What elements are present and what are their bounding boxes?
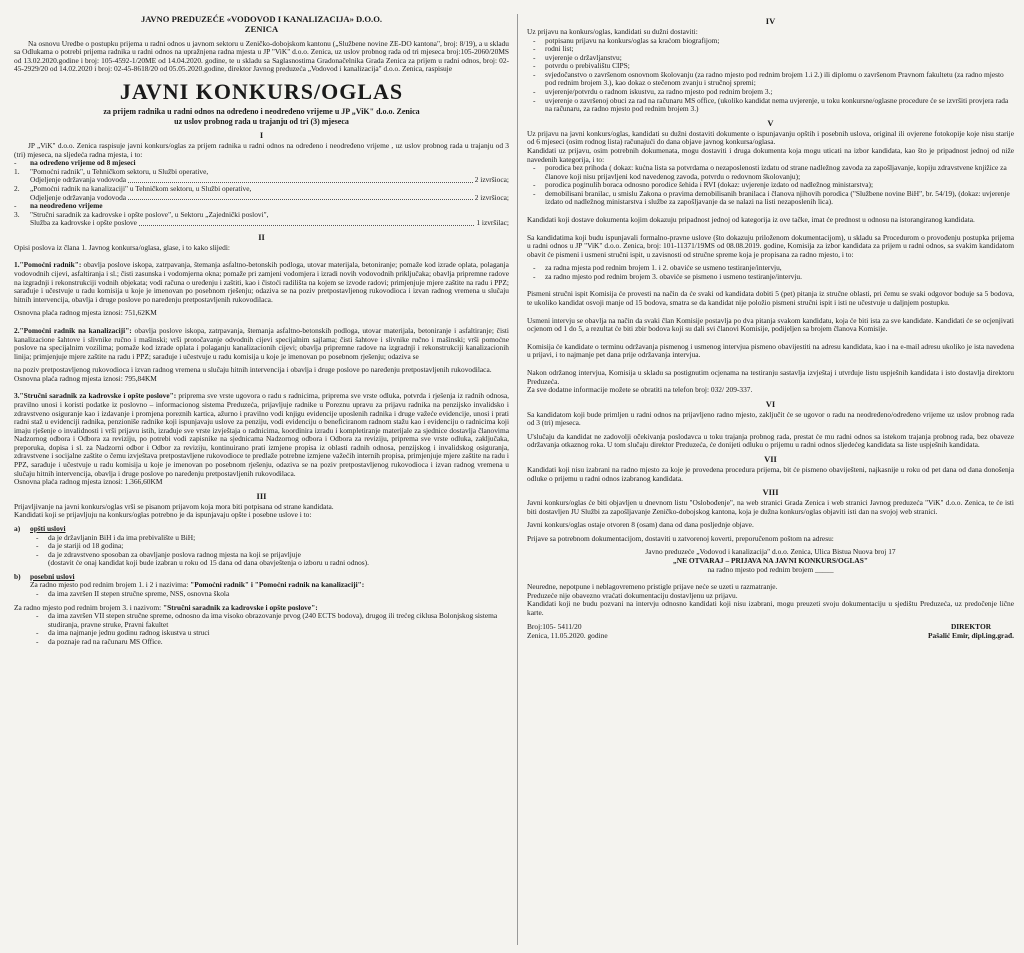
section-5-p3: Kandidati koji dostave dokumenta kojim dokazuju pripadnost jednoj od kategorija iz ove tačke, imat će prednost u odnosu na istorangiranog kandidata. [527,214,975,224]
section-1-intro: JP „ViK" d.o.o. Zenica raspisuje javni konkurs/oglas za prijem radnika u radni odnos na određeno i neodređeno vrijeme , uz uslov probnog rada u trajanju od 3 (tri) mjeseca, na sljedeća radna mjesta, i to: [14,141,509,159]
list-item: - rodni list; [545,45,1014,54]
column-divider [517,14,518,945]
section-5-p2: Kandidati uz prijavu, osim potrebnih dokumenata, mogu dostaviti i druga dokumenta koja mogu uticati na izbor kandidata, kao što je pripadnost jednoj od niže navedenih kategorija, i to: [527,145,1014,164]
address-line-1: Javno preduzeće „Vodovod i kanalizacija" d.o.o. Zenica, Ulica Bistua Nuova broj 17 [645,547,896,557]
address-line-3: na radno mjesto pod rednim brojem _____ [707,564,834,574]
section-8-p5: Preduzeće nije obavezno vraćati dokumentaciju dostavljenu uz prijavu. [527,590,738,600]
section-1-heading: I [259,130,264,141]
list-item: - demobilisani branilac, u smislu Zakona o pravima demobilisanih branilaca i članova njihovih porodica ("Službene novine BiH", br. 54/19), (dokaz: uvjerenje izdato od nadležnog ministarstva i službe za zapošljavanje da se nalazi na listi nezaposlenih lica). [545,190,1014,207]
section-5-p5: Pismeni stručni ispit Komisija će provesti na način da će svaki od kandidata dobiti 5 (pet) pitanja iz stručne oblasti, pri čemu se svaki odgovor boduje sa 5 bodova, te ukoliko kandidat osvoji manje od 15 bodova, smatra se da kandidat nije položio pismeni stručni ispit i isti ne učestvuje u daljnjem postupku. [527,289,1014,308]
list-item: - da ima završen II stepen stručne spreme, NSS, osnovna škola [48,590,509,599]
section-8-p3: Prijave sa potrebnom dokumentacijom, dostaviti u zatvorenoj koverti, preporučenom poštom na adresu: [527,533,834,543]
address-line-2: „NE OTVARAJ – PRIJAVA NA JAVNI KONKURS/OGLAS" [673,556,868,566]
list-item: - da je stariji od 18 godina; [48,542,509,551]
signature-block [527,623,1014,641]
section-4-intro: Uz prijavu na konkurs/oglas, kandidati su dužni dostaviti: [527,27,698,36]
left-column: JAVNO PREDUZEĆE «VODOVOD I KANALIZACIJA» D.O.O. ZENICA Na osnovu Uredbe o postupku prijema u radni odnos u javnom sektoru u Zeničko-dobojskom kantonu („Službene novine ZE-DO kantona", broj: 8/19), a u skladu sa Odlukama o potrebi prijema radnika u radni odnos na upražnjena radna mjesta u JP "ViK" d.o.o. Zenica, uz uslov probnog rada od tri mjeseca broj:105-2060/20MS od 13.02.2020.godine i broj: 105-4592-1/20ME od 14.04.2020. godine, te u skladu sa Saglasnostima Gradonačelnika Grada Zenica za prijem u radni odnos, broj: 02-45-2929/20 od 14.02.2020 i broj: 02-45-8618/20 od 05.05.2020.godine, direktor Javnog preduzeća „Vodovod i kanalizacija" d.o.o. Zenica, raspisuje JAVNI KONKURS/OGLAS za prijem radnika u radni odnos na određeno i neodređeno vrijeme u JP „ViK" d.o.o. Zenica uz uslov probnog rada u trajanju od tri (3) mjeseca I JP „ViK" d.o.o. Zenica raspisuje javni konkurs/oglas za prijem radnika u radni odnos na određeno i neodređeno vrijeme , uz uslov probnog rada u trajanju od 3 (tri) mjeseca, na sljedeća radna mjesta, i to: - na određeno vrijeme od 8 mjeseci 1. "Pomoćni radnik", u Tehničkom sektoru, u Službi operative, Odjeljenje održavanja vodovoda 2 izvršioca; 2. „Pomoćni radnik na kanalizaciji" u Tehničkom sektoru, u Službi operative, Odjeljenje održavanja vodovoda 2 izvršioca; - na neodređeno vrijeme 3. "Stručni saradnik za kadrovske i opšte poslove", u Sektoru „Zajednički poslovi", Služba za kadrovske i opšte poslove 1 izvršilac; II Opisi poslova iz člana 1. Javnog konkursa/oglasa, glase, i to kako slijedi: 1."Pomoćni radnik": obavlja poslove iskopa, zatrpavanja, štemanja asfaltno-betonskih podloga, utovar materijala, betoniranje; pomaže kod izrade oplata, polaganja vodovodnih cijevi, asfaltiranja i sl.; čisti zasunska i vodomjerna okna; pomaže pri zamjeni vodomjera i izradi novih vodovodnih priključaka; obavlja pripremne radove na izgradnji i rekonstrukciji vodnih objekata; vodi računa o uređenju i zaštiti, kao i čistoći radilišta na kojem se izvode radovi; primjenjuje mjere zaštite na radu i PPZ; sarađuje i učestvuje u radu komisija u koje je imenovan po posebnom rješenju; odaziva se na poziv pretpostavljenog rukovodioca i izvan radnog vremena u slučaju hitnih intervencija, obavlja i druge poslove po naređenju pretpostavljenih rukovodilaca. Osnovna plaća radnog mjesta iznosi: 751,62KM 2."Pomoćni radnik na kanalizaciji": obavlja poslove iskopa, zatrpavanja, štemanja asfaltno-betonskih podloga, utovar materijala, betoniranje i asfaltiranje; čisti kanalizacione šahtove i slivnike ručno i mašinski; vrši protočavanje odvodnih cijevi specijalnim sajlama; čisti šahtove i slivnike ručno i mašinski; vrši pomoćne poslove na specijalnim vozilima; pomaže kod izrade oplata i polaganju kanalizacionih cijevi; obavlja pripremne radove na izgradnji i rekonstrukciji kanalizacionih linija; primjenjuje mjere zaštite na radu i PPZ; sarađuje i učestvuje u radu komisija u koje je imenovan po posebnom rješenju; odaziva se na poziv pretpostavljenog rukovodioca i izvan radnog vremena u slučaju hitnih intervencija i obavlja i druge poslove po naređenju pretpostavljenih rukovodilaca. Osnovna plaća radnog mjesta iznosi: 795,84KM 3."Stručni saradnik za kadrovske i opšte poslove": priprema sve vrste ugovora o radu s radnicima, priprema sve vrste odluka, potvrda i rješenja iz radnih odnosa, pravilno unosi i koristi podatke iz poslovno – informacionog sistema Preduzeća, prijavljuje radnike u Poreznu upravu za prijavu radnika na penzijsko invalidsko i zdravstveno osiguranje kao i izdavanje i promjena poreznih kartica, ažurno i pravilno vodi knjigu evidencije uposlenih radnika i druge važeće evidencije, unosi i prati radni staž u evidenciji radnika, penzioniše radnike koji ispunjavaju uslove za penziju, vodi evidenciju o beneficiranom radnom stažu kao i evidenciju o radnicima koji imaju rješenje o invalidnosti i vrši prijavu istih, izrađuje sve vrste izvještaja o radnicima, koordinira izradu i kompletiranje materijale za sjednice dostavlja članovima Nadzornog odbora i Odbora za reviziju, po potrebi vodi zapisnike na sjednicama Nadzornog odbora i Odbora za reviziju, priprema sve vrste odluka, zaključaka, preporuka, dopisa i sl. za Nadzorni odbor i Odbor za reviziju, kontinuirano prati izmjene propisa iz oblasti radnih odnosa, penzijskog i invalidskog osiguranja, zdravstvene i socijalne zaštite o čemu izvještava pretpostavljene rukovodioce te predlaže potrebne izmjene važećih internih propisa, primjenjuje mjere zaštite na radu i PPZ, sarađuje i učestvuje u radu komisija u koje je imenovan po posebnom rješenju, odaziva se na poziv pretpostavljenog rukovodioca i izvan radnog vremena u slučaju hitnih intervencija, obavlja i druge poslove po naređenju pretpostavljenih rukovodilaca. Osnovna plaća radnog mjesta iznosi: 1.366,60KM III Prijavljivanje na javni konkurs/oglas vrši se pisanom prijavom koja mora biti potpisana od strane kandidata. Kandidati koji se prijavljuju na konkurs/oglas potrebno je da ispunjavaju opšte i posebne uslove i to: a) opšti uslovi - da je državljanin BiH i da ima prebivalište u BiH; - da je stariji od 18 godina; - da je zdravstveno sposoban za obavljanje poslova radnog mjesta na koji se prijavljuje (dostavit će onaj kandidat koji bude izabran u roku od 15 dana od dana obavještenja o izboru u radni odnos). b) posebni uslovi Za radno mjesto pod rednim brojem 1. i 2 i nazivima: "Pomoćni radnik" i "Pomoćni radnik na kanalizaciji": - da ima završen II stepen stručne spreme, NSS, osnovna škola Za radno mjesto pod rednim brojem 3. i nazivom: "Stručni saradnik za kadrovske i opšte poslove": - da ima završen VII stepen stručne spreme, odnosno da ima visoko obrazovanje prvog (240 ECTS bodova), drugog ili trećeg ciklusa Bolonjskog sistema studiranja, pravne struke, Pravni fakultet - da ima najmanje jednu godinu radnog iskustva u struci - da poznaje rad na računaru MS Office. [14,14,509,945]
section-8-p2: Javni konkurs/oglas ostaje otvoren 8 (osam) dana od dana posljednje objave. [527,520,754,530]
list-item: - uvjerenje o državljanstvu; [545,54,1014,63]
position-2-count: 2 izvršioca; [474,192,509,202]
right-column [527,14,1014,945]
salary-3: Osnovna plaća radnog mjesta iznosi: 1.366,60KM [14,477,163,487]
section-7-p1: Kandidati koji nisu izabrani na radno mjesto za koje je provedena procedura prijema, bit će pismeno obaviješteni, najkasnije u roku od pet dana od dana donošenja odluke o prijemu u radni odnos izabranog kandidata. [527,464,1014,483]
section-7-heading: VII [764,453,777,464]
position-1-name: "Pomoćni radnik", u Tehničkom sektoru, u Službi operative, [30,166,209,176]
list-item: - da je državljanin BiH i da ima prebivalište u BiH; [48,534,509,543]
section-8-heading: VIII [762,487,779,498]
list-item: - porodica poginulih boraca odnosno porodice šehida i RVI (dokaz: uvjerenje izdato od nadležnog ministarstva); [545,181,1014,190]
general-conditions-list [14,534,509,560]
job-desc-3: 3."Stručni saradnik za kadrovske i opšte poslove": priprema sve vrste ugovora o radu s radnicima, priprema sve vrste odluka, potvrda i rješenja iz radnih odnosa, pravilno unosi i koristi podatke iz poslovno – informacionog sistema Preduzeća, prijavljuje radnike u Poreznu upravu za prijavu radnika na penzijsko invalidsko i zdravstveno osiguranje kao i izdavanje i promjena poreznih kartica, ažurno i pravilno vodi knjigu evidencije uposlenih radnika i druge važeće evidencije, unosi i prati radni staž u evidenciji radnika, penzioniše radnike koji ispunjavaju uslove za penziju, vodi evidenciju o beneficiranom radnom stažu kao i evidenciju o radnicima koji imaju rješenje o invalidnosti i vrši prijavu istih, izrađuje sve vrste izvještaja o radnicima, koordinira izradu i kompletiranje materijale za sjednice dostavlja članovima Nadzornog odbora i Odbora za reviziju, po potrebi vodi zapisnike na sjednicama Nadzornog odbora i Odbora za reviziju, priprema sve vrste odluka, zaključaka, preporuka, dopisa i sl. za Nadzorni odbor i Odbor za reviziju, kontinuirano prati izmjene propisa iz oblasti radnih odnosa, penzijskog i invalidskog osiguranja, zdravstvene i socijalne zaštite o čemu izvještava pretpostavljene rukovodioce te predlaže potrebne izmjene važećih internih propisa, primjenjuje mjere zaštite na radu i PPZ, sarađuje i učestvuje u radu komisija u koje je imenovan po posebnom rješenju, odaziva se na poziv pretpostavljenog rukovodioca i izvan radnog vremena u slučaju hitnih intervencija, obavlja i druge poslove po naređenju pretpostavljenih rukovodilaca. [14,391,509,478]
group-fixed-term: na određeno vrijeme od 8 mjeseci [30,158,136,168]
position-1-count: 2 izvršioca; [474,175,509,185]
special-conditions-list-2 [14,612,509,646]
position-3-count: 1 izvršilac; [476,218,509,228]
subtitle-2: uz uslov probnog rada u trajanju od tri (3) mjeseca [174,116,349,126]
list-item: - za radna mjesta pod rednim brojem 1. i 2. obaviće se usmeno testiranje/intervju, [545,264,1014,273]
section-3-intro-1: Prijavljivanje na javni konkurs/oglas vrši se pisanom prijavom koja mora biti potpisana od strane kandidata. [14,501,334,511]
documents-list [527,37,1014,114]
list-item: - da je zdravstveno sposoban za obavljanje poslova radnog mjesta na koji se prijavljuje [48,551,509,560]
list-item: - da ima najmanje jednu godinu radnog iskustva u struci [48,629,509,638]
position-1-dept: Odjeljenje održavanja vodovoda [30,175,127,185]
section-6-heading: VI [765,398,776,409]
list-item: - uvjerenje o završenoj obuci za rad na računaru MS office, (ukoliko kandidat nema uvjerenje, u toku konkursne/oglasne procedure će se izvršiti provjera rada na računaru, za radno mjesto pod rednim brojem 3.) [545,97,1014,114]
list-item: - porodica bez prihoda ( dokaz: kućna lista sa potvrdama o nezaposlenosti izdatu od strane nadležnog zavoda za zapošljavanje, kopiju zdravstvene knjižice za članove koji nisu prijavljeni kod navedenog zavoda, potvrdu o redovnom školovanju); [545,164,1014,181]
list-item: - svjedočanstvo o završenom osnovnom školovanju (za radno mjesto pod rednim brojem 1.i 2.) ili diplomu o završenom Pravnom fakultetu (za radno mjesto pod rednim brojem 3.), kao dokaz o stečenom zvanju i stručnoj spremi; [545,71,1014,88]
categories-list [527,164,1014,207]
list-item: - za radno mjesto pod rednim brojem 3. obaviće se pismeno i usmeno testiranje/intervju. [545,273,1014,282]
list-item: - potvrdu o prebivalištu CIPS; [545,62,1014,71]
section-5-p8: Nakon održanog intervjua, Komisija u skladu sa postignutim ocjenama na testiranju sastavlja izvještaj i utvrđuje listu uspješnih kandidata i isto dostavlja direktoru Preduzeća. [527,367,1014,386]
special-cond-line-2: Za radno mjesto pod rednim brojem 3. i nazivom: "Stručni saradnik za kadrovske i opšte poslove": [14,602,318,612]
section-3-heading: III [256,490,267,501]
general-conditions-title: opšti uslovi [30,523,66,533]
company-city: ZENICA [244,24,279,35]
special-conditions-list-1 [14,590,509,599]
section-5-p6: Usmeni intervju se obavlja na način da svaki član Komisije postavlja po dva pitanja svakom kandidatu, koja će biti ista za sve kandidate. Kandidati će se ocjenjivati ocjenom od 1 do 5, a rezultat će biti zbir bodova koji su dali svi članovi Komisije, podijeljen sa brojem članova Komisije. [527,315,1014,334]
position-2-name: „Pomoćni radnik na kanalizaciji" u Tehničkom sektoru, u Službi operative, [30,184,252,194]
exam-list [527,264,1014,281]
section-5-p1: Uz prijavu na javni konkurs/oglas, kandidati su dužni dostaviti dokumente o ispunjavanju opštih i posebnih uslova, original ili ovjerene fotokopije koje nisu starije od 6 mjeseci (osim rodnog lista) računajući do dana objave javnog konkursa/oglasa. [527,128,1014,147]
director-name: Pašalić Emir, dipl.ing.građ. [928,631,1014,641]
section-2-intro: Opisi poslova iz člana 1. Javnog konkursa/oglasa, glase, i to kako slijedi: [14,242,230,252]
intro-paragraph: Na osnovu Uredbe o postupku prijema u radni odnos u javnom sektoru u Zeničko-dobojskom kantonu („Službene novine ZE-DO kantona", broj: 8/19), a u skladu sa Odlukama o potrebi prijema radnika u radni odnos na upražnjena radna mjesta u JP "ViK" d.o.o. Zenica, uz uslov probnog rada od tri mjeseca broj:105-2060/20MS od 13.02.2020.godine i broj: 105-4592-1/20ME od 14.04.2020. godine, te u skladu sa Saglasnostima Gradonačelnika Grada Zenica za prijem u radni odnos, broj: 02-45-2929/20 od 14.02.2020 i broj: 02-45-8618/20 od 05.05.2020.godine, direktor Javnog preduzeća „Vodovod i kanalizacija" d.o.o. Zenica, raspisuje [14,38,509,74]
document-date: Zenica, 11.05.2020. godine [527,631,608,641]
company-name: JAVNO PREDUZEĆE «VODOVOD I KANALIZACIJA» D.O.O. [140,14,383,24]
subtitle-1: za prijem radnika u radni odnos na određeno i neodređeno vrijeme u JP „ViK" d.o.o. Zenica [103,106,420,116]
salary-1: Osnovna plaća radnog mjesta iznosi: 751,62KM [14,308,157,318]
special-conditions-title: posebni uslovi [30,571,75,581]
section-8-p1: Javni konkurs/oglas će biti objavljen u dnevnom listu "Oslobođenje", na web stranici Grada Zenica i web stranici Javnog preduzeća "ViK" d.o.o. Zenica, te će isti biti dostavljen JU Službi za zapošljavanje Zeničko-dobojskog kantona, koja je dužna konkurs/oglas objaviti isti dan na svojoj web stranici. [527,498,1014,516]
section-8-p4: Neuredne, nepotpune i neblagovremeno pristigle prijave neće se uzeti u razmatranje. [527,582,778,592]
section-6-p1: Sa kandidatom koji bude primljen u radni odnos na prijavljeno radno mjesto, zaključit će se ugovor o radu na neodređeno/određeno vrijeme uz uslov probnog rada od 3 (tri) mjeseca. [527,409,1014,428]
group-indefinite: na neodređeno vrijeme [30,201,103,211]
section-8-p6: Kandidati koji ne budu pozvani na intervju odnosno kandidati koji nisu izabrani, mogu preuzeti svoju dokumentaciju u sjedištu Preduzeća, uz predočenje lične karte. [527,599,1014,617]
section-5-p7: Komisija će kandidate o terminu održavanja pismenog i usmenog intervjua pismeno obavijestiti na adresu kandidata, kao i na e-mail adresu ukoliko je ista navedena u prijavi, i to najmanje pet dana prije održavanja intervjua. [527,341,1014,360]
director-title: DIREKTOR [950,622,992,632]
position-3-dept: Služba za kadrovske i opšte poslove [30,218,137,228]
main-title: JAVNI KONKURS/OGLAS [119,78,404,104]
section-5-p4: Sa kandidatima koji budu ispunjavali formalno-pravne uslove (što dokazuju priloženom dokumentacijom), u skladu sa Procedurom o provođenju postupka prijema u radni odnos u JP "ViK" d.o.o. Zenica, broj: 101-11371/19MS od 08.08.2019. godine, Komisija za izbor kandidata za prijem u radni odnos, sa svakim kandidatom obavit će pismeni i usmeni stručni ispit, u zavisnosti od stručne spreme koja je propisana za radno mjesto, i to: [527,232,1014,259]
job-desc-2: 2."Pomoćni radnik na kanalizaciji": obavlja poslove iskopa, zatrpavanja, štemanja asfaltno-betonskih podloga, utovar materijala, betoniranje i asfaltiranje; čisti kanalizacione šahtove i slivnike ručno i mašinski; vrši protočavanje odvodnih cijevi specijalnim sajlama; čisti šahtove i slivnike ručno i mašinski; vrši pomoćne poslove na specijalnim vozilima; pomaže kod izrade oplata i polaganju kanalizacionih cijevi; obavlja pripremne radove na izgradnji i rekonstrukciji kanalizacionih linija; primjenjuje mjere zaštite na radu i PPZ; sarađuje i učestvuje u radu komisija u koje je imenovan po posebnom rješenju; odaziva se [14,325,509,361]
job-desc-2-cont: na poziv pretpostavljenog rukovodioca i izvan radnog vremena u slučaju hitnih intervencija i obavlja i druge poslove po naređenju pretpostavljenih rukovodilaca. [14,365,492,375]
general-conditions-note: (dostavit će onaj kandidat koji bude izabran u roku od 15 dana od dana obavještenja o izboru u radni odnos). [48,558,369,568]
special-cond-line-1: Za radno mjesto pod rednim brojem 1. i 2 i nazivima: "Pomoćni radnik" i "Pomoćni radnik na kanalizaciji": [30,580,365,590]
position-2-dept: Odjeljenje održavanja vodovoda [30,192,127,202]
job-desc-1: 1."Pomoćni radnik": obavlja poslove iskopa, zatrpavanja, štemanja asfaltno-betonskih podloga, utovar materijala, betoniranje; pomaže kod izrade oplata, polaganja vodovodnih cijevi, asfaltiranja i sl.; čisti zasunska i vodomjerna okna; pomaže pri zamjeni vodomjera i izradi novih vodovodnih priključaka; obavlja pripremne radove na izgradnji i rekonstrukciji vodnih objekata; vodi računa o uređenju i zaštiti, kao i čistoći radilišta na kojem se izvode radovi; primjenjuje mjere zaštite na radu i PPZ; sarađuje i učestvuje u radu komisija u koje je imenovan po posebnom rješenju; odaziva se na poziv pretpostavljenog rukovodioca i izvan radnog vremena u slučaju hitnih intervencija, obavlja i druge poslove po naređenju pretpostavljenih rukovodilaca. [14,260,509,304]
list-item: - da poznaje rad na računaru MS Office. [48,638,509,647]
salary-2: Osnovna plaća radnog mjesta iznosi: 795,84KM [14,373,157,383]
position-3-name: "Stručni saradnik za kadrovske i opšte poslove", u Sektoru „Zajednički poslovi", [30,209,269,219]
list-item: - potpisanu prijavu na konkurs/oglas sa kraćom biografijom; [545,37,1014,46]
list-item: - uvjerenje/potvrdu o radnom iskustvu, za radno mjesto pod rednim brojem 3.; [545,88,1014,97]
list-item: - da ima završen VII stepen stručne spreme, odnosno da ima visoko obrazovanje prvog (240 ECTS bodova), drugog ili trećeg ciklusa Bolonjskog sistema studiranja, pravne struke, Pravni fakultet [48,612,509,629]
document-number: Broj:105- 5411/20 [527,622,582,632]
section-4-heading: IV [765,16,776,26]
section-5-heading: V [767,117,774,128]
section-5-p9: Za sve dodatne informacije možete se obratiti na telefon broj: 032/ 209-337. [527,385,753,395]
section-6-p2: U'slučaju da kandidat ne zadovolji očekivanja poslodavca u toku trajanja probnog rada, prestat će mu radni odnos sa istekom trajanja probnog rada, bez obaveze održavanja otkaznog roka. U tom slučaju direktor Preduzeća, će donijeti odluku o prijemu u radni odnos sljedećeg kandidata sa liste uspješnih kandidata. [527,431,1014,450]
section-2-heading: II [258,231,265,242]
section-3-intro-2: Kandidati koji se prijavljuju na konkurs/oglas potrebno je da ispunjavaju opšte i posebne uslove i to: [14,510,312,520]
